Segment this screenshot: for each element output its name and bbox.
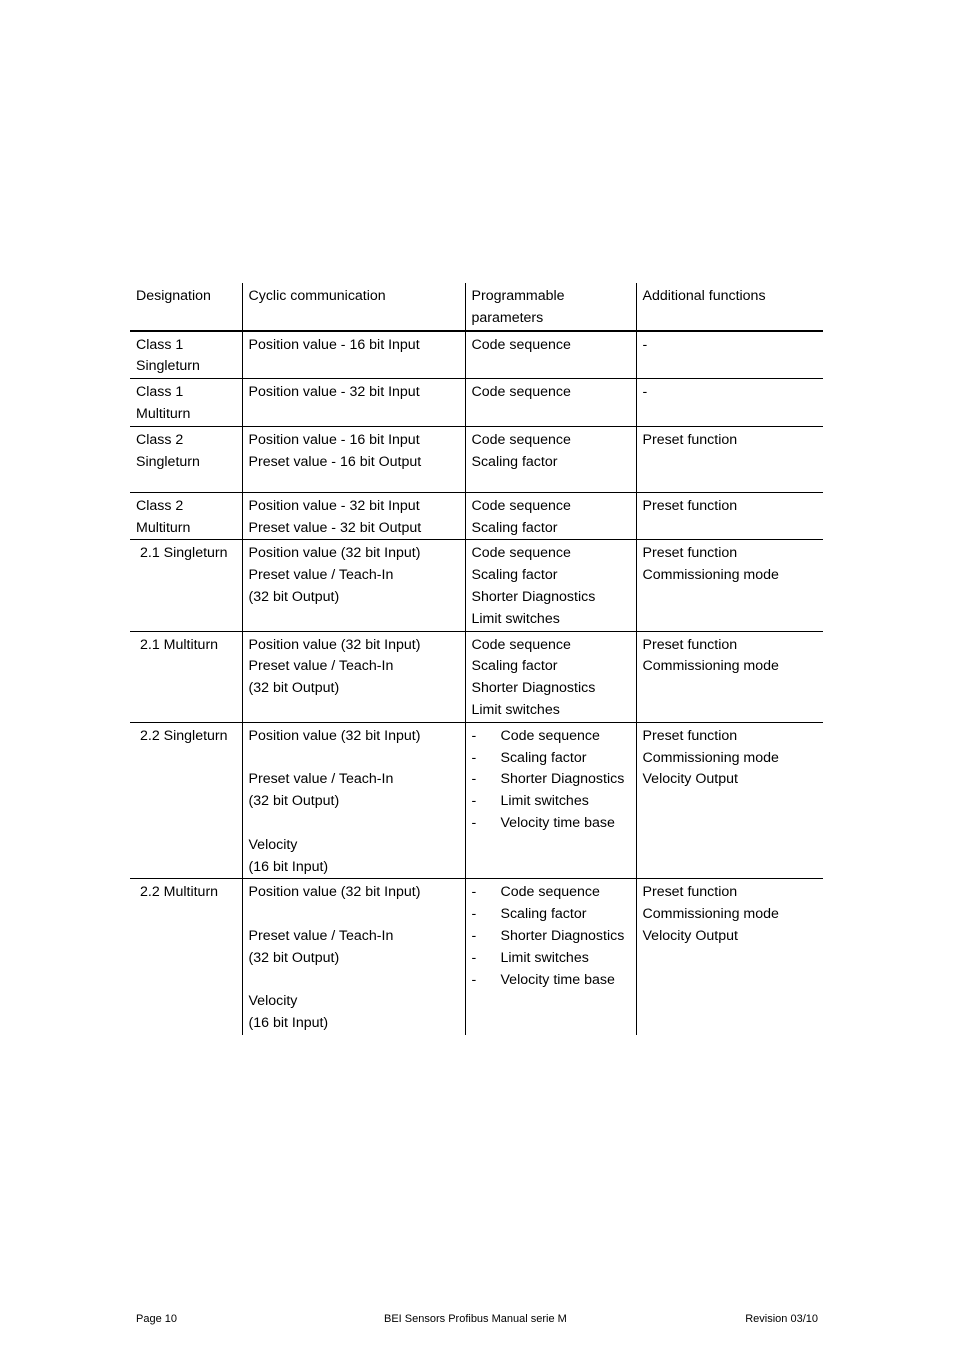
cell-cyclic: Position value - 16 bit Input (242, 331, 465, 379)
table-row (130, 331, 823, 379)
table-row (130, 426, 823, 492)
cell-cyclic: Position value - 32 bit Input (242, 379, 465, 427)
cell-additional: - (636, 331, 823, 379)
table-row (130, 492, 823, 540)
cell-designation: Class 2 Multiturn (130, 492, 242, 540)
table-row (130, 631, 823, 722)
list-item: - Shorter Diagnostics (471, 927, 625, 944)
list-item: - Velocity time base (471, 971, 615, 988)
cell-cyclic: Position value - 32 bit Input Preset value - 32 bit Output (242, 492, 465, 540)
cell-programmable: Code sequence (465, 331, 636, 379)
cell-additional: - (636, 379, 823, 427)
list-item: - Shorter Diagnostics (471, 771, 625, 788)
encoder-class-table (130, 283, 823, 1035)
header-programmable-parameters: Programmable parameters (465, 283, 636, 331)
header-cyclic-communication: Cyclic communication (242, 283, 465, 331)
cell-cyclic: Position value (32 bit Input) Preset value / Teach-In (32 bit Output) (242, 540, 465, 631)
table-header-row (130, 283, 823, 331)
cell-programmable: Code sequence Scaling factor Shorter Diagnostics Limit switches (465, 631, 636, 722)
cell-designation: Class 1 Singleturn (130, 331, 242, 379)
cell-additional: Preset function Commissioning mode Velocity Output (636, 722, 823, 879)
list-item: - Limit switches (471, 793, 589, 810)
header-designation: Designation (130, 283, 242, 331)
cell-programmable: Code sequence Scaling factor (465, 426, 636, 492)
footer-page-number: Page 10 (136, 1313, 177, 1325)
cell-designation: Class 2 Singleturn (130, 426, 242, 492)
header-additional-functions: Additional functions (636, 283, 823, 331)
list-item: - Scaling factor (471, 749, 587, 766)
list-item: - Velocity time base (471, 814, 615, 831)
footer-document-title: BEI Sensors Profibus Manual serie M (384, 1313, 567, 1325)
table-row (130, 722, 823, 879)
cell-cyclic: Position value (32 bit Input) Preset value / Teach-In (32 bit Output) (242, 631, 465, 722)
cell-additional: Preset function (636, 492, 823, 540)
cell-programmable: Code sequence Scaling factor Shorter Diagnostics Limit switches (465, 540, 636, 631)
cell-cyclic: Position value (32 bit Input) Preset value / Teach-In (32 bit Output) Velocity (16 bit Input) (242, 879, 465, 1035)
table-row (130, 540, 823, 631)
list-item: - Scaling factor (471, 906, 587, 923)
cell-additional: Preset function Commissioning mode (636, 540, 823, 631)
cell-designation: 2.1 Multiturn (130, 631, 242, 722)
cell-additional: Preset function Commissioning mode (636, 631, 823, 722)
cell-additional: Preset function Commissioning mode Velocity Output (636, 879, 823, 1035)
cell-cyclic: Position value (32 bit Input) Preset value / Teach-In (32 bit Output) Velocity (16 bit Input) (242, 722, 465, 879)
cell-programmable (465, 879, 636, 1035)
list-item: - Limit switches (471, 949, 589, 966)
cell-programmable: Code sequence Scaling factor (465, 492, 636, 540)
footer-revision: Revision 03/10 (745, 1313, 818, 1325)
cell-designation: 2.2 Singleturn (130, 722, 242, 879)
cell-designation: Class 1 Multiturn (130, 379, 242, 427)
cell-designation: 2.2 Multiturn (140, 884, 219, 901)
list-item: - Code sequence (471, 884, 600, 901)
cell-cyclic: Position value - 16 bit Input Preset value - 16 bit Output (242, 426, 465, 492)
cell-designation: 2.1 Singleturn (130, 540, 242, 631)
list-item: - Code sequence (471, 727, 600, 744)
table-row (130, 379, 823, 427)
cell-programmable: Code sequence (465, 379, 636, 427)
cell-programmable (465, 722, 636, 879)
table-row (130, 879, 823, 1035)
cell-additional: Preset function (636, 426, 823, 492)
